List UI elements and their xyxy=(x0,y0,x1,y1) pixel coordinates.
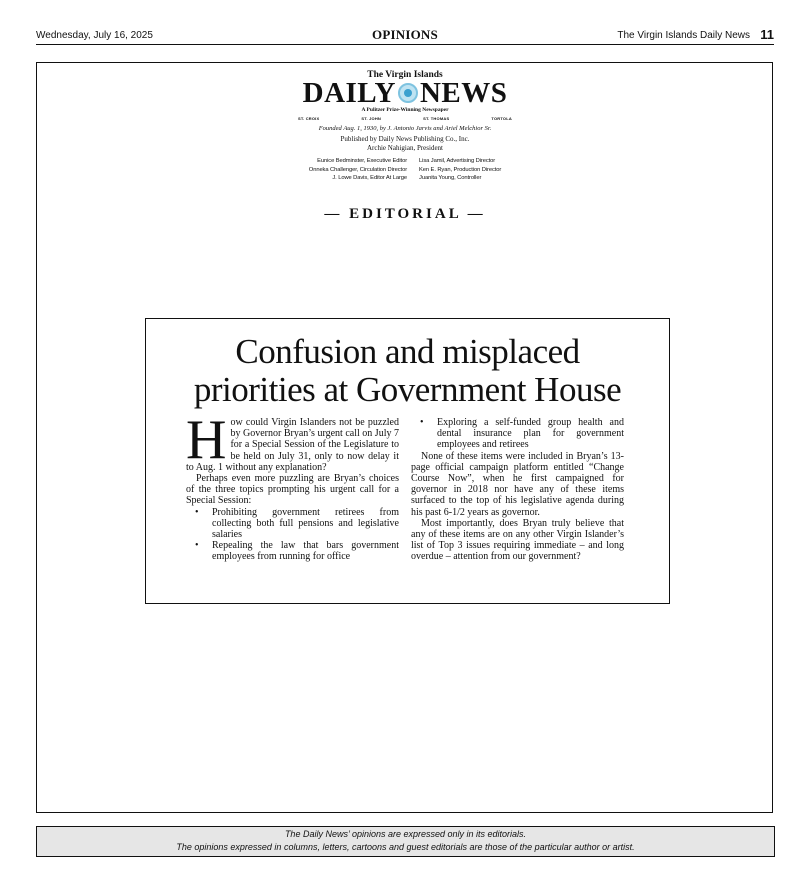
newspaper-seal-icon xyxy=(398,83,418,103)
paragraph-text: ow could Virgin Islanders not be puzzled by Governor Bryan’s urgent call on July 7 for a Special Session of the Legislature to be held on July 31, only to now delay it to Aug. 1 without any explanation? xyxy=(186,417,399,473)
staff-entry: Onneka Challenger, Circulation Director xyxy=(308,166,408,173)
island-label: ST. THOMAS xyxy=(423,116,450,121)
article-headline xyxy=(146,333,669,409)
section-title: OPINIONS xyxy=(372,27,438,42)
topic-list-item: • Repealing the law that bars government employees from running for office xyxy=(212,540,399,562)
island-label: ST. CROIX xyxy=(298,116,320,121)
founded-line: Founded Aug. 1, 1930, by J. Antonio Jarvis and Ariel Melchior Sr. xyxy=(318,125,492,132)
island-label: TORTOLA xyxy=(491,116,512,121)
article-paragraph: None of these items were included in Bryan’s 13-page official campaign platform entitled “Change Course Now”, when he first campaigned for governor in 2018 nor have any of these items surfaced to the top of his legislative agenda during his past 6-1/2 years as governor. xyxy=(411,450,624,518)
issue-date: Wednesday, July 16, 2025 xyxy=(36,30,153,41)
topic-list-item: • Exploring a self-funded group health and dental insurance plan for government employees and retirees xyxy=(437,417,624,451)
island-label: ST. JOHN xyxy=(361,116,382,121)
publisher-line: Published by Daily News Publishing Co., Inc. xyxy=(340,135,470,143)
article-paragraph xyxy=(186,409,399,473)
president-line: Archie Nahigian, President xyxy=(366,144,443,152)
headline-line: priorities at Government House xyxy=(193,370,622,409)
masthead-title-left: DAILY xyxy=(302,77,396,109)
drop-cap: H xyxy=(186,409,227,471)
masthead-title-right: NEWS xyxy=(419,77,508,109)
masthead-title xyxy=(280,77,530,109)
article-column-left xyxy=(186,409,399,563)
topic-list-item: • Prohibiting government retirees from collecting both full pensions and legislative salaries xyxy=(212,507,399,541)
staff-column-right xyxy=(413,157,501,183)
staff-entry: Juanita Young, Controller xyxy=(419,175,482,181)
article-paragraph: Perhaps even more puzzling are Bryan’s choices of the three topics prompting his urgent call for a Special Session: xyxy=(186,473,399,507)
publisher-block xyxy=(280,135,530,153)
topic-list xyxy=(186,507,399,563)
headline-line: Confusion and misplaced xyxy=(235,332,580,371)
page-number: 11 xyxy=(760,27,774,42)
staff-entry: J. Lowe Davis, Editor At Large xyxy=(332,175,408,181)
editorial-article xyxy=(145,318,670,604)
staff-entry: Lisa Jamil, Advertising Director xyxy=(419,158,496,164)
staff-list xyxy=(280,157,530,183)
masthead xyxy=(280,70,530,183)
disclaimer-line: The Daily News’ opinions are expressed only in its editorials. xyxy=(284,829,527,839)
opinion-disclaimer xyxy=(36,826,775,857)
masthead-islands xyxy=(280,116,530,121)
masthead-tagline: The Virgin Islands xyxy=(367,70,443,80)
topic-list-continued xyxy=(411,417,624,451)
editorial-label: — EDITORIAL — xyxy=(324,206,486,222)
staff-entry: Eunice Bedminster, Executive Editor xyxy=(317,158,408,164)
article-column-right xyxy=(411,417,624,563)
publication-name: The Virgin Islands Daily News xyxy=(617,30,750,41)
staff-column-left xyxy=(309,157,413,183)
page-header xyxy=(36,27,774,45)
staff-entry: Ken E. Ryan, Production Director xyxy=(419,166,502,173)
disclaimer-line: The opinions expressed in columns, letters, cartoons and guest editorials are those of the particular author or artist. xyxy=(176,842,635,852)
article-paragraph: Most importantly, does Bryan truly believe that any of these items are on any other Virgin Islander’s list of Top 3 issues requiring immediate – and long overdue – attention from our government? xyxy=(411,517,624,563)
masthead-subtitle: A Pulitzer Prize-Winning Newspaper xyxy=(361,107,449,113)
